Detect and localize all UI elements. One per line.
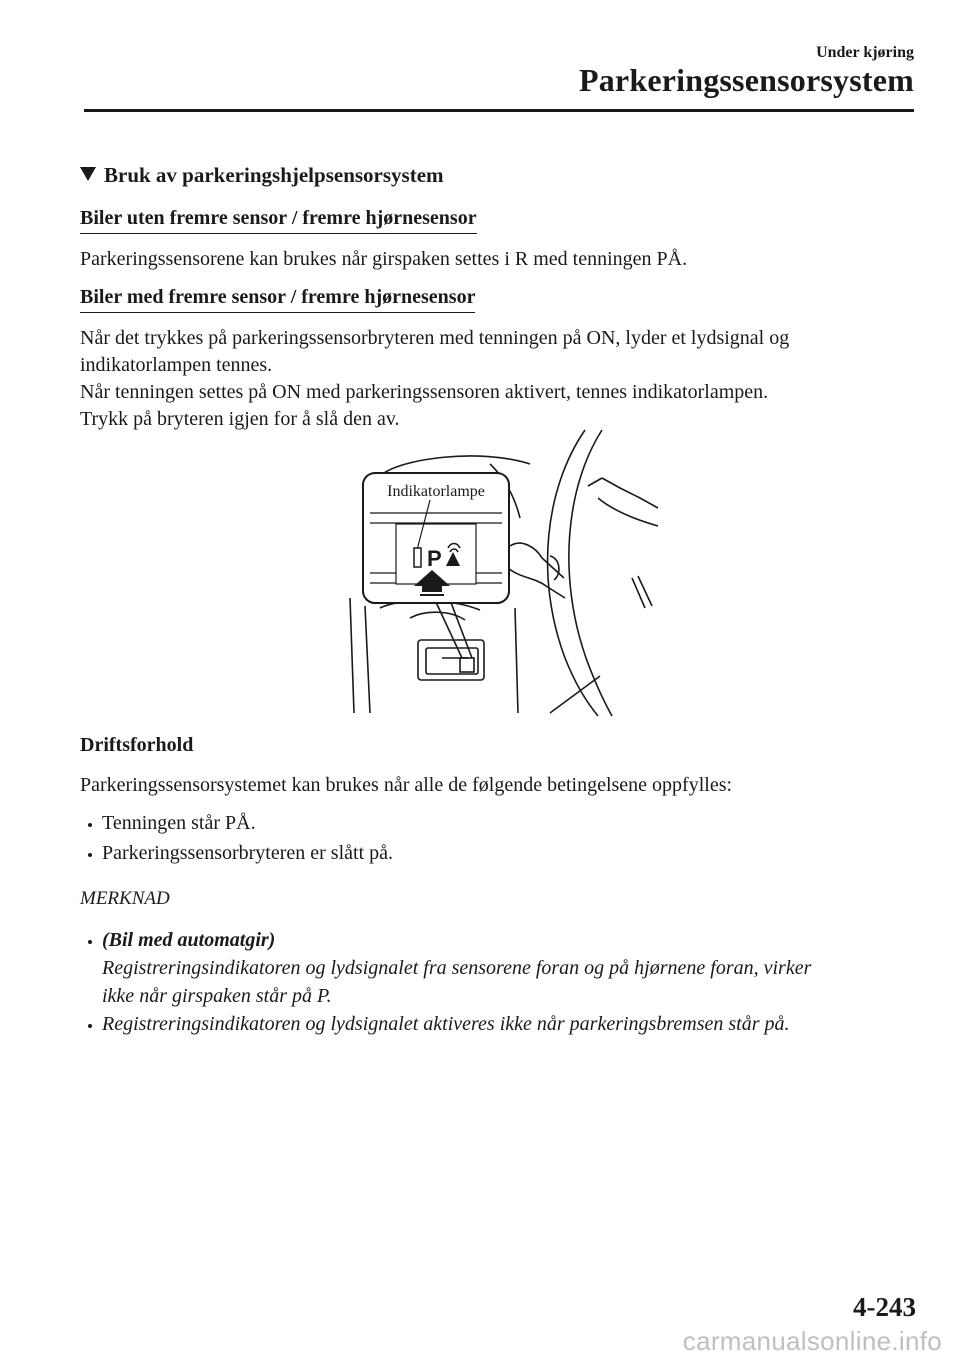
header-divider <box>84 109 914 112</box>
note-item-line: ikke når girspaken står på P. <box>102 985 332 1007</box>
subheading-without-front-sensor: Biler uten fremre sensor / fremre hjørnesensor <box>80 207 477 234</box>
triangle-bullet-icon <box>80 167 96 181</box>
page-number: 4-243 <box>853 1292 916 1322</box>
section-heading-text: Bruk av parkeringshjelpsensorsystem <box>104 163 444 187</box>
note-item: Registreringsindikatoren og lydsignalet aktiveres ikke når parkeringsbremsen står på. <box>88 1010 918 1038</box>
list-item: Tenningen står PÅ. <box>88 808 393 838</box>
header-section-label: Under kjøring <box>816 44 914 61</box>
section-heading <box>80 163 444 188</box>
indicator-lamp-icon <box>414 548 421 567</box>
operating-conditions-heading: Driftsforhold <box>80 734 194 756</box>
parking-sensor-switch-label: P <box>427 546 442 571</box>
dashboard-switch-illustration <box>340 428 660 718</box>
paragraph-line: Når tenningen settes på ON med parkeringssensoren aktivert, tennes indikatorlampen. <box>80 381 769 403</box>
paragraph-line: Når det trykkes på parkeringssensorbryteren med tenningen på ON, lyder et lydsignal og <box>80 327 790 349</box>
subheading-with-front-sensor: Biler med fremre sensor / fremre hjørnesensor <box>80 286 475 313</box>
note-item <box>88 926 918 1010</box>
paragraph-with-front-sensor <box>80 325 910 433</box>
note-list <box>88 926 918 1038</box>
note-heading: MERKNAD <box>80 888 170 909</box>
paragraph-line: Trykk på bryteren igjen for å slå den av. <box>80 408 400 430</box>
watermark: carmanualsonline.info <box>682 1326 942 1356</box>
note-item-title: (Bil med automatgir) <box>102 929 276 951</box>
paragraph-line: indikatorlampen tennes. <box>80 354 273 376</box>
note-item-line: Registreringsindikatoren og lydsignalet fra sensorene foran og på hjørnene foran, virker <box>102 957 812 979</box>
paragraph-without-front-sensor: Parkeringssensorene kan brukes når girspaken settes i R med tenningen PÅ. <box>80 248 688 270</box>
dashboard-illustration-svg <box>340 428 660 718</box>
list-item: Parkeringssensorbryteren er slått på. <box>88 838 393 868</box>
operating-conditions-intro: Parkeringssensorsystemet kan brukes når alle de følgende betingelsene oppfylles: <box>80 774 733 796</box>
operating-conditions-list <box>88 808 393 868</box>
page-title: Parkeringssensorsystem <box>578 62 914 98</box>
indicator-lamp-callout: Indikatorlampe <box>387 483 485 500</box>
